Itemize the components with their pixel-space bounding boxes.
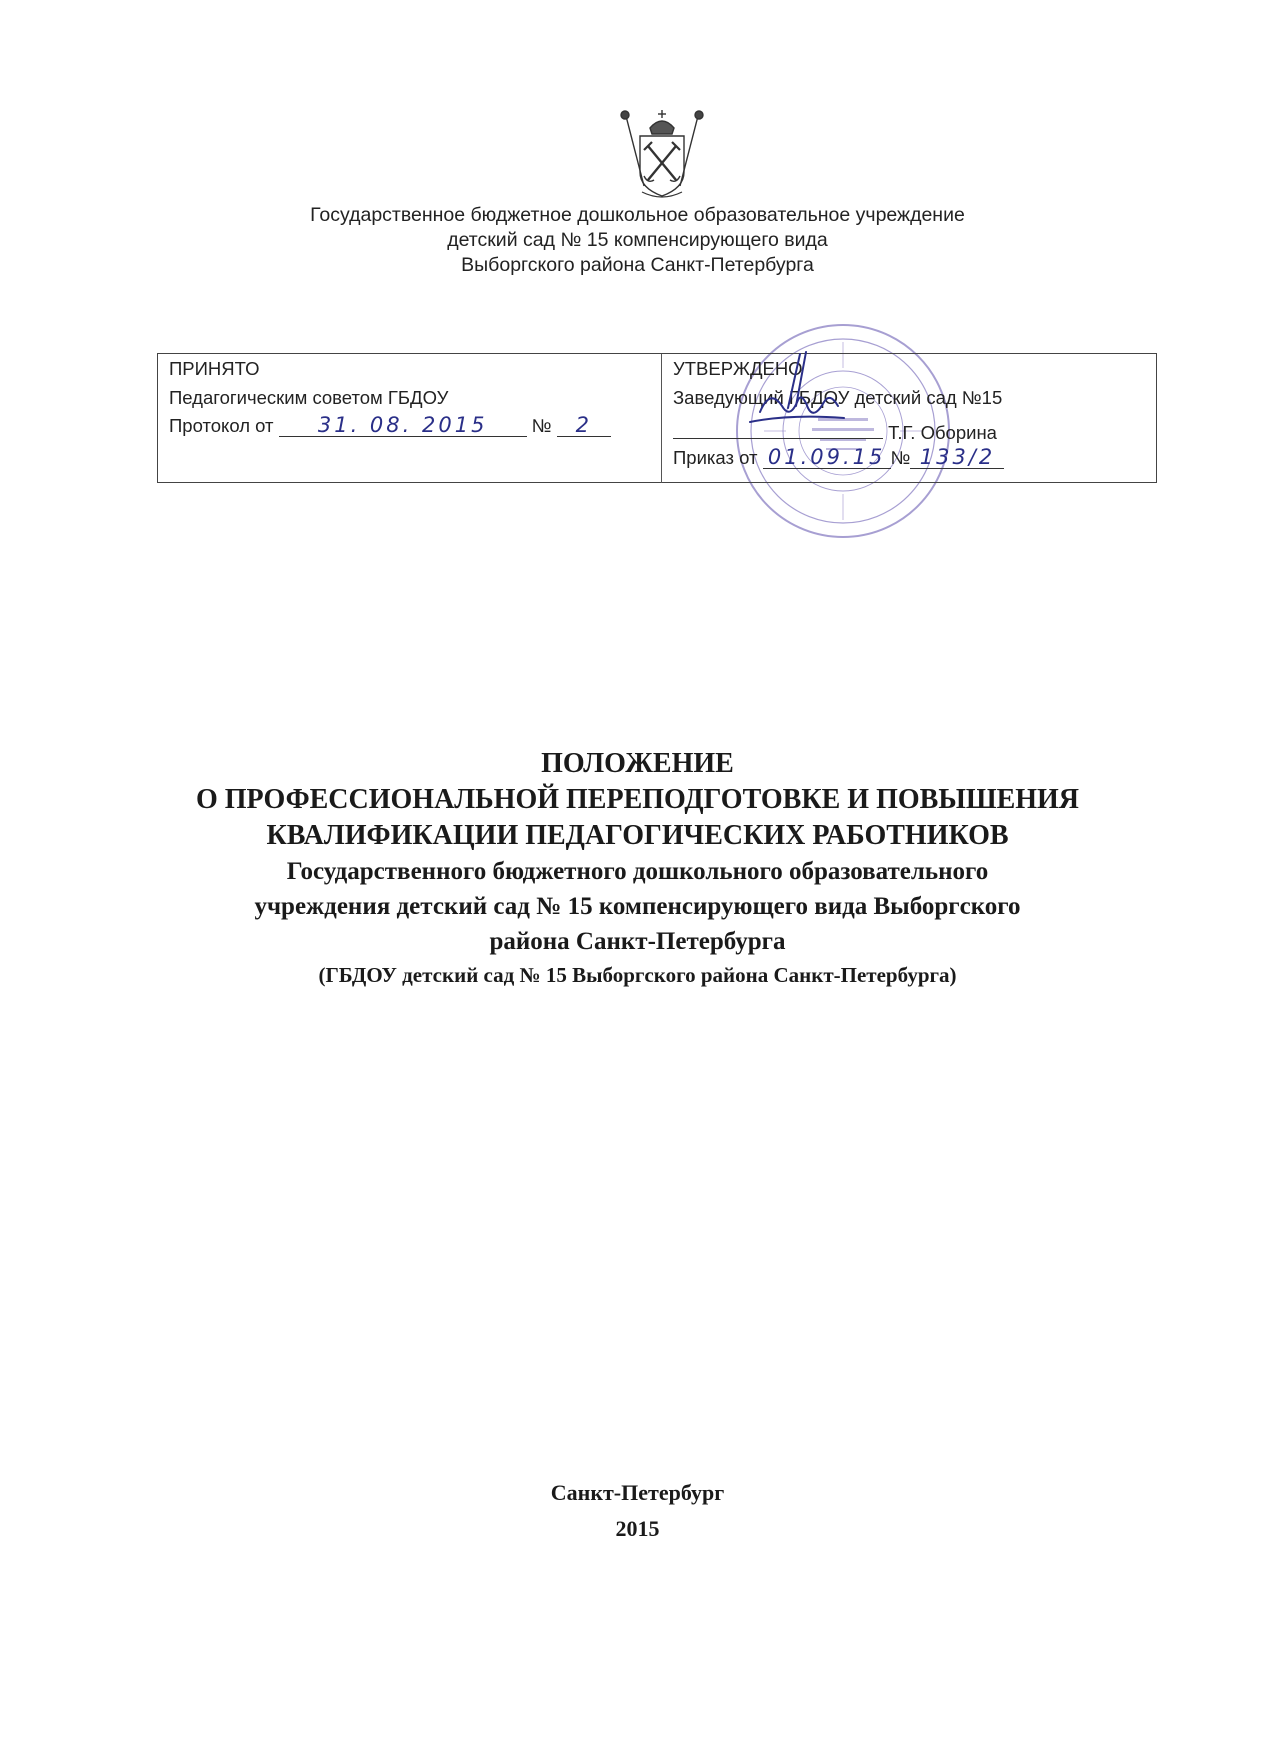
protocol-date: 31. 08. 2015 [317,413,488,437]
order-line [673,446,1004,469]
handwritten-signature-icon [740,348,850,438]
protocol-label: Протокол от [169,415,274,436]
approved-body: Заведующий ГБДОУ детский сад №15 [673,387,1003,408]
accepted-body: Педагогическим советом ГБДОУ [169,387,449,408]
footer-city: Санкт-Петербург [550,1480,725,1505]
org-line-1: Государственное бюджетное дошкольное образовательное учреждение [310,204,965,226]
order-number-label: № [890,447,911,468]
approval-table [157,353,1157,483]
title-line-2: О ПРОФЕССИОНАЛЬНОЙ ПЕРЕПОДГОТОВКЕ И ПОВЫШЕНИЯ [195,784,1080,815]
document-title [0,746,1275,991]
column-divider [661,354,662,483]
protocol-line [169,414,611,437]
order-date-field [763,446,891,469]
order-label: Приказ от [673,447,758,468]
title-line-6: района Санкт-Петербурга [489,928,786,955]
footer-year: 2015 [615,1516,660,1541]
protocol-number-field [557,414,611,437]
order-date: 01.09.15 [767,445,886,469]
protocol-number-label: № [531,415,552,436]
title-line-7: (ГБДОУ детский сад № 15 Выборгского района Санкт-Петербурга) [318,963,957,987]
protocol-number: 2 [575,413,592,437]
title-line-4: Государственного бюджетного дошкольного образовательного [286,858,989,885]
org-line-2: детский сад № 15 компенсирующего вида [447,229,828,251]
accepted-heading: ПРИНЯТО [169,358,260,379]
order-number-field [910,446,1004,469]
protocol-date-field [279,414,527,437]
title-line-3: КВАЛИФИКАЦИИ ПЕДАГОГИЧЕСКИХ РАБОТНИКОВ [266,820,1009,851]
order-number: 133/2 [919,445,996,469]
document-footer [0,1475,1275,1547]
head-name: Т.Г. Оборина [888,422,997,443]
title-line-1: ПОЛОЖЕНИЕ [541,748,734,779]
org-line-3: Выборгского района Санкт-Петербурга [461,254,814,276]
title-line-5: учреждения детский сад № 15 компенсирующего вида Выборгского [254,893,1021,920]
st-petersburg-coat-of-arms-icon [612,106,712,202]
approved-heading: УТВЕРЖДЕНО [673,358,803,379]
organization-name [0,203,1275,278]
